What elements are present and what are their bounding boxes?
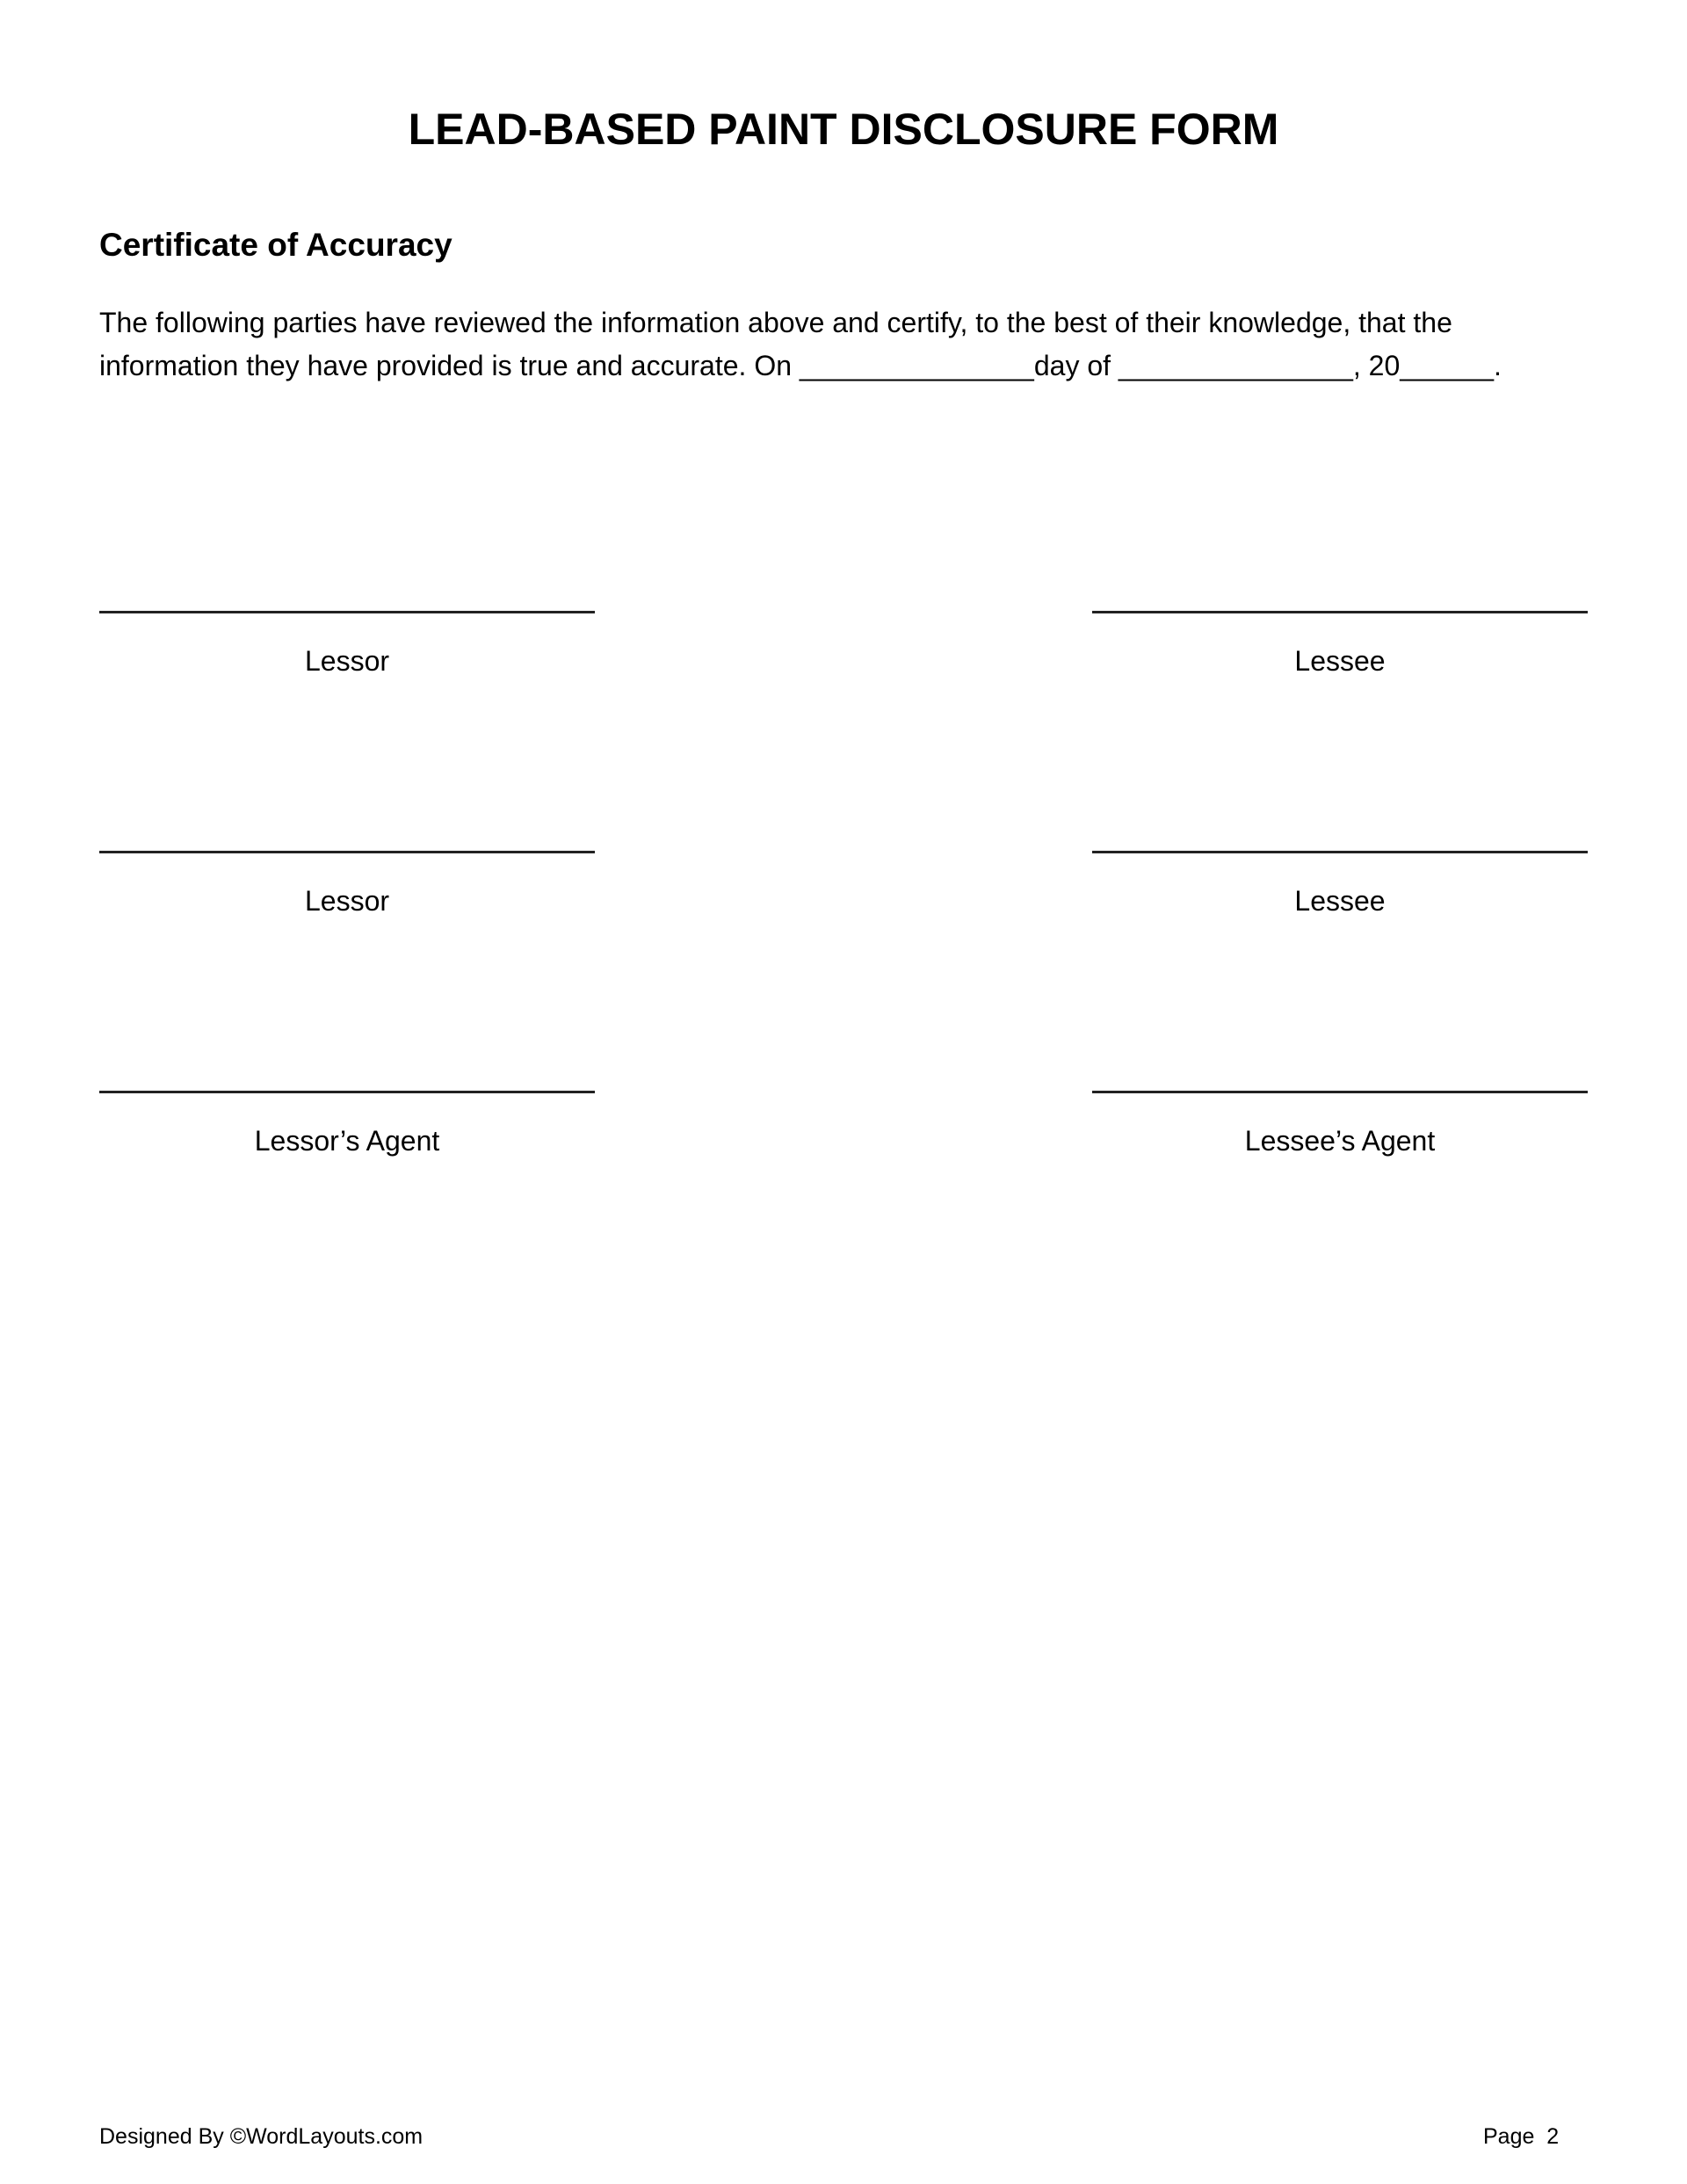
signature-label: Lessee bbox=[1294, 885, 1386, 917]
section-heading: Certificate of Accuracy bbox=[99, 227, 453, 263]
footer-page-number: Page 2 bbox=[1483, 2124, 1560, 2149]
signature-line[interactable] bbox=[99, 611, 595, 613]
certification-paragraph: The following parties have reviewed the information above and certify, to the best of their knowledge, that the information they have provided is true and accurate. On _______________day of _______________, 20______. bbox=[99, 307, 1502, 381]
document-title: LEAD-BASED PAINT DISCLOSURE FORM bbox=[408, 105, 1279, 154]
signature-block-lessor-1 bbox=[99, 611, 595, 678]
signature-line[interactable] bbox=[99, 851, 595, 853]
signature-block-lessor-agent bbox=[99, 1091, 595, 1157]
signature-line[interactable] bbox=[99, 1091, 595, 1093]
signature-line[interactable] bbox=[1092, 851, 1588, 853]
signature-label: Lessor bbox=[304, 645, 390, 677]
signature-line[interactable] bbox=[1092, 1091, 1588, 1093]
footer-credit: Designed By ©WordLayouts.com bbox=[99, 2124, 424, 2149]
signature-block-lessee-2 bbox=[1092, 851, 1588, 918]
signature-line[interactable] bbox=[1092, 611, 1588, 613]
signature-block-lessee-1 bbox=[1092, 611, 1588, 678]
signature-label: Lessee bbox=[1294, 645, 1386, 677]
signature-label: Lessor’s Agent bbox=[254, 1125, 440, 1157]
signature-block-lessee-agent bbox=[1092, 1091, 1588, 1157]
signature-block-lessor-2 bbox=[99, 851, 595, 918]
signature-label: Lessor bbox=[304, 885, 390, 917]
signature-label: Lessee’s Agent bbox=[1244, 1125, 1436, 1157]
